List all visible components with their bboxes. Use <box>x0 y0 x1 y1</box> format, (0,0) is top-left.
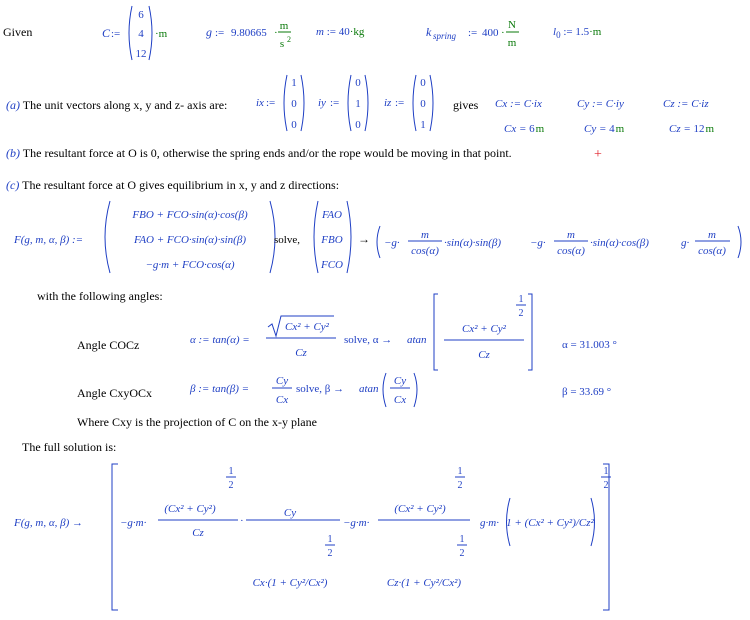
full-solution-svg <box>0 460 750 616</box>
svg-text:Cx: Cx <box>275 394 289 406</box>
full-intro: The full solution is: <box>22 440 117 454</box>
solve-keyword: solve, <box>274 234 300 246</box>
g-svg <box>206 18 296 56</box>
given-label: Given <box>3 25 33 39</box>
var-0: FAO <box>322 209 342 221</box>
part-c-text: The resultant force at O gives equilibrium in x, y and z directions: <box>22 178 340 192</box>
alpha-svg <box>186 290 556 376</box>
projection-note: Where Cxy is the projection of C on the x-y plane <box>77 415 317 429</box>
vector-c-assign: := <box>111 28 121 40</box>
l0-definition: $l_0$ := 1.5·m <box>553 26 602 40</box>
svg-text:β := tan(β) =: β := tan(β) = <box>190 383 250 395</box>
part-c-line <box>6 178 339 193</box>
iy-value-2: 0 <box>355 119 361 131</box>
beta-svg <box>186 370 436 414</box>
svg-text:Cy: Cy <box>275 375 289 387</box>
eq-row-0: FBO + FCO·sin(α)·cos(β) <box>132 209 248 221</box>
vector-c-value-0: 6 <box>138 9 144 21</box>
svg-text:1: 1 <box>327 534 333 545</box>
part-a-line <box>6 98 227 113</box>
alpha-equation <box>186 290 556 380</box>
part-b-line <box>6 146 512 161</box>
part-b-label: (b) <box>6 146 20 160</box>
svg-text:Cz: Cz <box>295 347 307 359</box>
iy-value-0: 0 <box>355 77 361 89</box>
svg-text::=: := <box>266 97 276 109</box>
unit-vectors-svg <box>256 72 446 136</box>
k-unit-num: N <box>508 19 516 31</box>
unit-vectors <box>256 72 446 140</box>
cy-def: Cy := C·iy <box>577 98 624 110</box>
vector-c-unit: ·m <box>155 28 168 40</box>
svg-text:Cx: Cx <box>393 394 407 406</box>
part-a-text: The unit vectors along x, y and z- axis are: <box>22 98 228 112</box>
svg-text:atan: atan <box>407 334 427 346</box>
m-name: m <box>316 26 324 38</box>
svg-text:−g·: −g· <box>530 237 546 249</box>
svg-text:1: 1 <box>457 466 463 477</box>
svg-text:Cz·(1 + Cy²/Cx²): Cz·(1 + Cy²/Cx²) <box>386 577 462 589</box>
g-unit-den: s <box>279 38 285 50</box>
part-c-label: (c) <box>6 178 20 192</box>
iy-value-1: 1 <box>355 98 361 110</box>
arrow: → <box>358 232 370 246</box>
func-lhs: F(g, m, α, β) := <box>14 234 84 246</box>
svg-text:g·m·: g·m· <box>480 517 499 529</box>
svg-text:α := tan(α) =: α := tan(α) = <box>190 334 250 346</box>
beta-equation <box>186 370 436 418</box>
beta-result: β = 33.69 ° <box>562 386 612 398</box>
svg-text:cos(α): cos(α) <box>411 245 439 257</box>
iz-value-1: 0 <box>420 98 426 110</box>
svg-text:Cz: Cz <box>192 527 204 539</box>
alpha-label: Angle COCz <box>77 338 140 352</box>
svg-text:Cy: Cy <box>393 375 407 387</box>
iz-value-2: 1 <box>420 119 426 131</box>
svg-text:2: 2 <box>459 548 465 559</box>
svg-text:solve, α →: solve, α → <box>344 334 393 346</box>
ix-name: ix <box>256 97 264 109</box>
svg-text:Cz: Cz <box>478 349 490 361</box>
l0-unit: m <box>592 26 602 38</box>
g-name: g <box>206 25 212 39</box>
svg-text:m: m <box>421 229 429 241</box>
var-2: FCO <box>321 259 343 271</box>
part-b-text: The resultant force at O is 0, otherwise the spring ends and/or the rope would be moving in that point. <box>22 146 512 160</box>
svg-text:Cy: Cy <box>283 507 297 519</box>
svg-text:1: 1 <box>459 534 465 545</box>
l0-sub: 0 <box>556 30 561 40</box>
part-a-label: (a) <box>6 98 20 112</box>
svg-text:2: 2 <box>327 548 333 559</box>
k-svg <box>426 16 526 52</box>
eq-row-1: FAO + FCO·sin(α)·sin(β) <box>134 234 246 246</box>
svg-text:·: · <box>501 27 505 39</box>
equilibrium-svg <box>0 198 750 278</box>
var-1: FBO <box>321 234 343 246</box>
beta-label: Angle CxyOCx <box>77 386 152 400</box>
svg-text:·: · <box>274 27 278 39</box>
svg-text:2: 2 <box>603 480 609 491</box>
right-paren <box>149 6 152 60</box>
svg-text:atan: atan <box>359 383 379 395</box>
k-sub: spring <box>433 31 457 41</box>
svg-text:·: · <box>240 515 244 527</box>
k-name: k <box>426 25 432 39</box>
g-unit-exp: 2 <box>287 35 291 44</box>
gives-label: gives <box>453 98 479 112</box>
svg-text:cos(α): cos(α) <box>557 245 585 257</box>
svg-text:2: 2 <box>457 480 463 491</box>
cursor-crosshair: + <box>594 147 602 162</box>
angles-intro: with the following angles: <box>37 289 163 303</box>
svg-text:Cx² + Cy²: Cx² + Cy² <box>285 321 329 333</box>
vector-c-svg <box>102 4 182 64</box>
svg-text:g·: g· <box>681 237 690 249</box>
eq-row-2: −g·m + FCO·cos(α) <box>145 259 235 271</box>
ix-value-1: 0 <box>291 98 297 110</box>
svg-text:Cx·(1 + Cy²/Cx²): Cx·(1 + Cy²/Cx²) <box>252 577 328 589</box>
vector-c-value-2: 12 <box>135 48 147 60</box>
full-solution <box>0 460 750 620</box>
svg-text:(Cx² + Cy²): (Cx² + Cy²) <box>164 503 216 515</box>
vector-c-name: C <box>102 26 111 40</box>
iz-name: iz <box>384 97 392 109</box>
svg-text:·sin(α)·cos(β): ·sin(α)·cos(β) <box>590 237 649 249</box>
cx-result: Cx = 6 m <box>504 123 545 135</box>
g-definition <box>206 18 296 60</box>
cy-result: Cy = 4 m <box>584 123 625 135</box>
full-func: F(g, m, α, β) → <box>14 517 83 529</box>
svg-text:m: m <box>567 229 575 241</box>
equilibrium-equation <box>0 198 750 282</box>
svg-text:2: 2 <box>518 308 524 319</box>
svg-text:2: 2 <box>228 480 234 491</box>
svg-text:1 + (Cx² + Cy²)/Cz²: 1 + (Cx² + Cy²)/Cz² <box>506 517 594 529</box>
m-assign: := <box>326 26 336 38</box>
k-value: 400 <box>482 27 499 39</box>
k-unit-den: m <box>507 37 517 49</box>
vector-c-definition <box>102 4 182 68</box>
svg-text:solve, β →: solve, β → <box>296 383 345 395</box>
left-paren <box>129 6 132 60</box>
svg-text:1: 1 <box>518 294 524 305</box>
iy-name: iy <box>318 97 326 109</box>
svg-text:Cx² + Cy²: Cx² + Cy² <box>462 323 506 335</box>
k-spring-definition <box>426 16 526 56</box>
cz-result: Cz = 12 m <box>669 123 715 135</box>
svg-text::=: := <box>330 97 340 109</box>
svg-text:−g·m·: −g·m· <box>343 517 370 529</box>
svg-text:(Cx² + Cy²): (Cx² + Cy²) <box>394 503 446 515</box>
cx-def: Cx := C·ix <box>495 98 542 110</box>
vector-c-value-1: 4 <box>138 28 144 40</box>
g-assign: := <box>215 27 225 39</box>
svg-text::=: := <box>395 97 405 109</box>
iz-value-0: 0 <box>420 77 426 89</box>
m-value: 40 <box>338 26 350 38</box>
svg-text:−g·: −g· <box>384 237 400 249</box>
m-definition: m := 40·kg <box>316 26 365 38</box>
svg-text:·sin(α)·sin(β): ·sin(α)·sin(β) <box>444 237 502 249</box>
m-unit: kg <box>353 26 365 38</box>
svg-text:1: 1 <box>603 466 609 477</box>
ix-value-0: 1 <box>291 77 297 89</box>
l0-assign: := <box>563 26 573 38</box>
g-unit-num: m <box>279 20 289 32</box>
alpha-result: α = 31.003 ° <box>562 339 617 351</box>
k-assign: := <box>468 27 478 39</box>
svg-text:m: m <box>708 229 716 241</box>
svg-text:cos(α): cos(α) <box>698 245 726 257</box>
svg-text:1: 1 <box>228 466 234 477</box>
cz-def: Cz := C·iz <box>663 98 709 110</box>
g-value: 9.80665 <box>231 27 267 39</box>
l0-value: 1.5 <box>575 26 590 38</box>
svg-text:−g·m·: −g·m· <box>120 517 147 529</box>
ix-value-2: 0 <box>291 119 297 131</box>
l0-name: l <box>553 26 557 38</box>
